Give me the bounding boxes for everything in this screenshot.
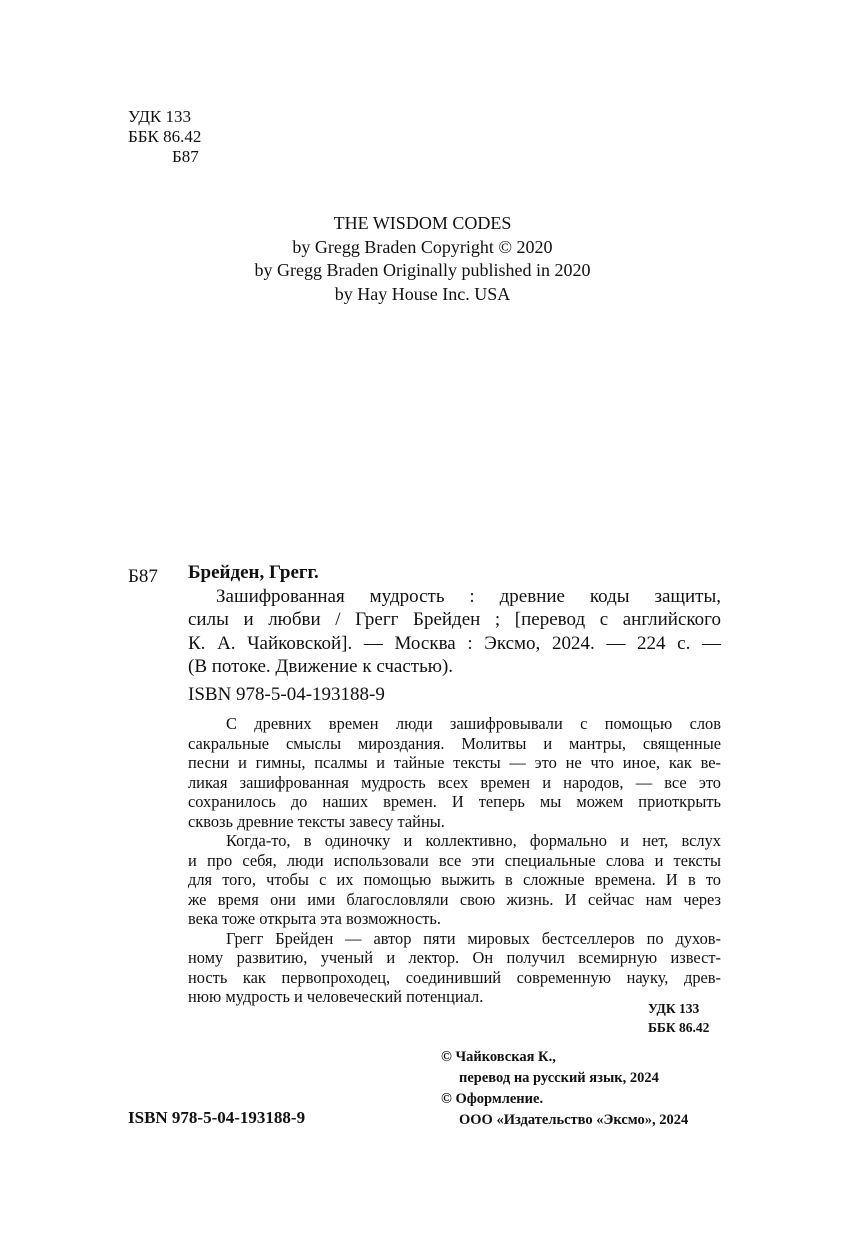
catalog-isbn: ISBN 978-5-04-193188-9 bbox=[188, 684, 385, 705]
annotation-line: сквозь древние тексты завесу тайны. bbox=[188, 811, 445, 831]
design-copyright: © Оформление. bbox=[441, 1091, 544, 1107]
annotation bbox=[188, 714, 721, 1007]
annotation-line: ному развитию, ученый и лектор. Он получил всемирную извест- bbox=[188, 948, 721, 967]
annotation-line: Грегг Брейден — автор пяти мировых бестселлеров по духов- bbox=[226, 928, 721, 948]
footer-udk-code: УДК 133 bbox=[648, 1001, 700, 1016]
original-copyright: by Gregg Braden Copyright © 2020 bbox=[292, 236, 553, 257]
footer-bbk-code: ББК 86.42 bbox=[648, 1020, 710, 1035]
translation-copyright: © Чайковская К., bbox=[441, 1049, 556, 1065]
annotation-line: ность как первопроходец, соединивший современную науку, древ- bbox=[188, 967, 721, 987]
original-title: THE WISDOM CODES bbox=[333, 213, 512, 233]
catalog-author: Брейден, Грегг. bbox=[188, 562, 319, 583]
bbk-code: ББК 86.42 bbox=[128, 127, 202, 146]
copyright-notices bbox=[441, 1047, 688, 1131]
annotation-line: нюю мудрость и человеческий потенциал. bbox=[188, 987, 484, 1006]
catalog-line: Зашифрованная мудрость : древние коды защиты, bbox=[216, 585, 721, 607]
original-edition-info bbox=[0, 212, 845, 306]
classification-codes bbox=[128, 107, 201, 167]
annotation-line: ликая зашифрованная мудрость всех времен и народов, — все это bbox=[188, 772, 721, 792]
annotation-line: и про себя, люди использовали все эти специальные слова и тексты bbox=[188, 850, 721, 870]
annotation-line: века тоже открыта эта возможность. bbox=[188, 909, 441, 928]
annotation-line: для того, чтобы с их помощью выжить в сложные времена. И в то bbox=[188, 870, 721, 889]
design-copyright-detail: ООО «Издательство «Эксмо», 2024 bbox=[459, 1112, 689, 1128]
translation-copyright-detail: перевод на русский язык, 2024 bbox=[459, 1070, 659, 1086]
annotation-line: сохранилось до наших времен. И теперь мы можем приоткрыть bbox=[188, 792, 721, 811]
catalog-line: (В потоке. Движение к счастью). bbox=[188, 656, 454, 677]
annotation-line: С древних времен люди зашифровывали с помощью слов bbox=[226, 714, 721, 733]
author-mark: Б87 bbox=[172, 147, 199, 166]
original-publisher: by Hay House Inc. USA bbox=[334, 283, 511, 304]
footer-classification-codes bbox=[648, 999, 709, 1037]
annotation-line: же время они ими благословляли свою жизнь. И сейчас нам через bbox=[188, 889, 721, 909]
udk-code: УДК 133 bbox=[128, 107, 192, 126]
catalog-card bbox=[188, 561, 721, 679]
catalog-author-mark: Б87 bbox=[128, 566, 158, 587]
annotation-line: песни и гимны, псалмы и тайные тексты — это не что иное, как ве- bbox=[188, 753, 721, 772]
annotation-line: сакральные смыслы мироздания. Молитвы и мантры, священные bbox=[188, 733, 721, 753]
annotation-line: Когда-то, в одиночку и коллективно, формально и нет, вслух bbox=[226, 831, 721, 850]
catalog-line: силы и любви / Грегг Брейден ; [перевод с английского bbox=[188, 609, 721, 630]
footer-isbn: ISBN 978-5-04-193188-9 bbox=[128, 1108, 306, 1127]
catalog-line: К. А. Чайковской]. — Москва : Эксмо, 2024. — 224 с. — bbox=[188, 632, 721, 654]
original-publication: by Gregg Braden Originally published in 2020 bbox=[254, 260, 591, 280]
